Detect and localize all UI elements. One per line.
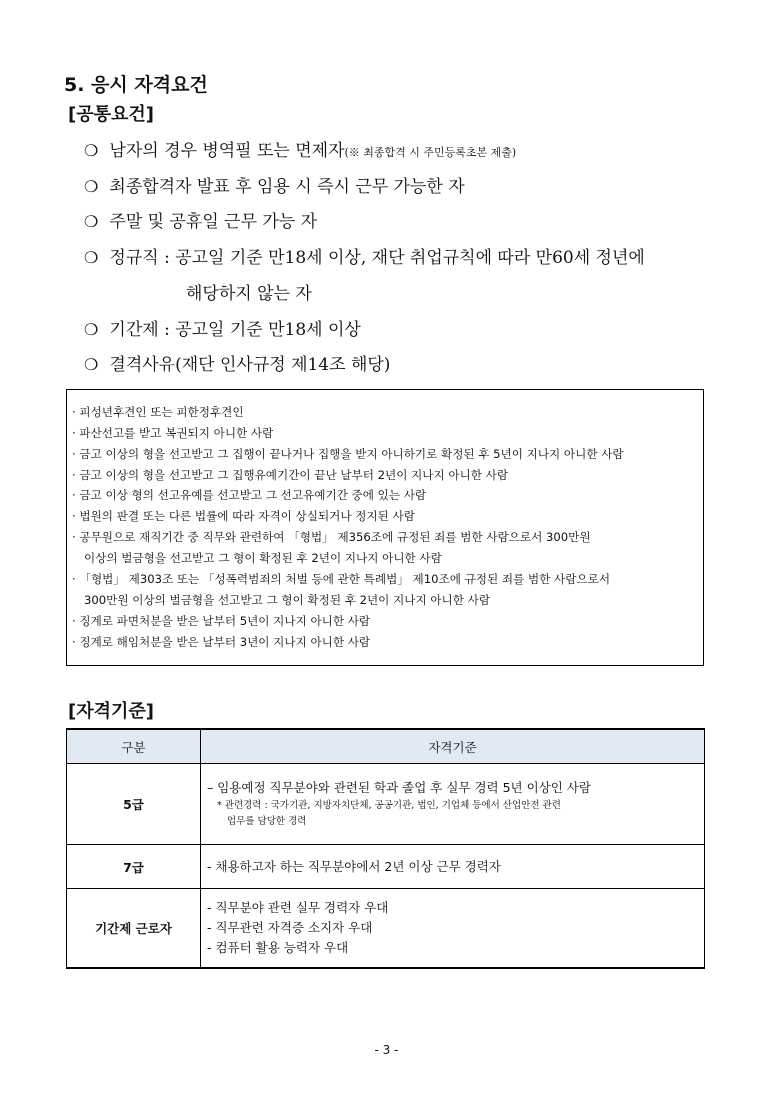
requirement-item [84,350,390,375]
page-number: - 3 - [374,1043,399,1057]
criteria-line: - 채용하고자 하는 직무분야에서 2년 이상 근무 경력자 [207,858,501,874]
criteria-cell [201,845,705,889]
criteria-subnote: * 관련경력 : 국가기관, 지방자치단체, 공공기관, 법인, 기업체 등에서 산업안전 관련 [217,800,561,811]
header-category: 구분 [67,729,201,764]
criteria-line: - 직무관련 자격증 소지자 우대 [207,919,373,935]
requirement-text: 남자의 경우 병역필 또는 면제자 [109,141,345,161]
requirement-item [84,136,516,161]
requirement-text: 최종합격자 발표 후 임용 시 즉시 근무 가능한 자 [109,177,465,197]
requirement-note: (※ 최종합격 시 주민등록초본 제출) [344,146,517,159]
criteria-line: - 컴퓨터 활용 능력자 우대 [207,939,349,955]
requirement-continuation: 해당하지 않는 자 [186,284,312,304]
disqualification-item: · 공무원으로 재직기간 중 직무와 관련하여 「형법」 제356조에 규정된 죄를 범한 사람으로서 300만원 [72,530,591,544]
disqualification-item: · 파산선고를 받고 복권되지 아니한 사람 [72,426,274,440]
table-header-row [67,729,705,764]
criteria-line: - 직무분야 관련 실무 경력자 우대 [207,899,389,915]
disqualification-item-continuation: 300만원 이상의 벌금형을 선고받고 그 형이 확정된 후 2년이 지나지 아니한 사람 [84,593,491,607]
common-requirements-title: [공통요건] [68,104,155,125]
table-row [67,889,705,968]
disqualification-item: · 징계로 파면처분을 받은 날부터 5년이 지나지 아니한 사람 [72,614,371,628]
table-row [67,845,705,889]
table-row [67,764,705,845]
requirement-item [84,172,465,197]
disqualification-item: · 금고 이상의 형을 선고받고 그 집행유예기간이 끝난 날부터 2년이 지나지 아니한 사람 [72,468,509,482]
requirement-text: 주말 및 공휴일 근무 가능 자 [109,212,318,232]
requirement-text: 정규직 : 공고일 기준 만18세 이상, 재단 취업규칙에 따라 만60세 정년에 [109,248,645,268]
criteria-cell [201,764,705,845]
disqualification-item-continuation: 이상의 벌금형을 선고받고 그 형이 확정된 후 2년이 지나지 아니한 사람 [84,551,442,565]
qualification-criteria-table [66,728,705,969]
requirement-item [84,315,361,340]
disqualification-item: · 금고 이상 형의 선고유예를 선고받고 그 선고유예기간 중에 있는 사람 [72,488,427,502]
disqualification-item: · 피성년후견인 또는 피한정후견인 [72,405,244,419]
circle-bullet-icon: ❍ [84,177,99,196]
disqualification-item: · 「형법」 제303조 또는 「성폭력범죄의 처벌 등에 관한 특례법」 제10조에 규정된 죄를 범한 사람으로서 [72,572,611,586]
circle-bullet-icon: ❍ [84,355,99,374]
circle-bullet-icon: ❍ [84,248,99,267]
requirement-item [84,243,645,268]
grade-cell: 7급 [67,845,201,889]
disqualification-item: · 법원의 판결 또는 다른 법률에 따라 자격이 상실되거나 정지된 사람 [72,509,415,523]
requirement-text: 기간제 : 공고일 기준 만18세 이상 [109,320,361,340]
section-title: 5. 응시 자격요건 [64,74,208,96]
criteria-line: – 임용예정 직무분야와 관련된 학과 졸업 후 실무 경력 5년 이상인 사람 [207,780,591,795]
header-criteria: 자격기준 [201,729,705,764]
criteria-cell [201,889,705,968]
circle-bullet-icon: ❍ [84,141,99,160]
disqualification-item: · 징계로 해임처분을 받은 날부터 3년이 지나지 아니한 사람 [72,635,371,649]
grade-cell: 5급 [67,764,201,845]
disqualification-item: · 금고 이상의 형을 선고받고 그 집행이 끝나거나 집행을 받지 아니하기로 확정된 후 5년이 지나지 아니한 사람 [72,447,624,461]
requirement-item [84,207,317,232]
circle-bullet-icon: ❍ [84,212,99,231]
circle-bullet-icon: ❍ [84,320,99,339]
grade-cell: 기간제 근로자 [67,889,201,968]
criteria-subnote: 업무를 담당한 경력 [227,816,307,827]
requirement-text: 결격사유(재단 인사규정 제14조 해당) [109,355,391,375]
qualification-criteria-title: [자격기준] [68,701,155,722]
